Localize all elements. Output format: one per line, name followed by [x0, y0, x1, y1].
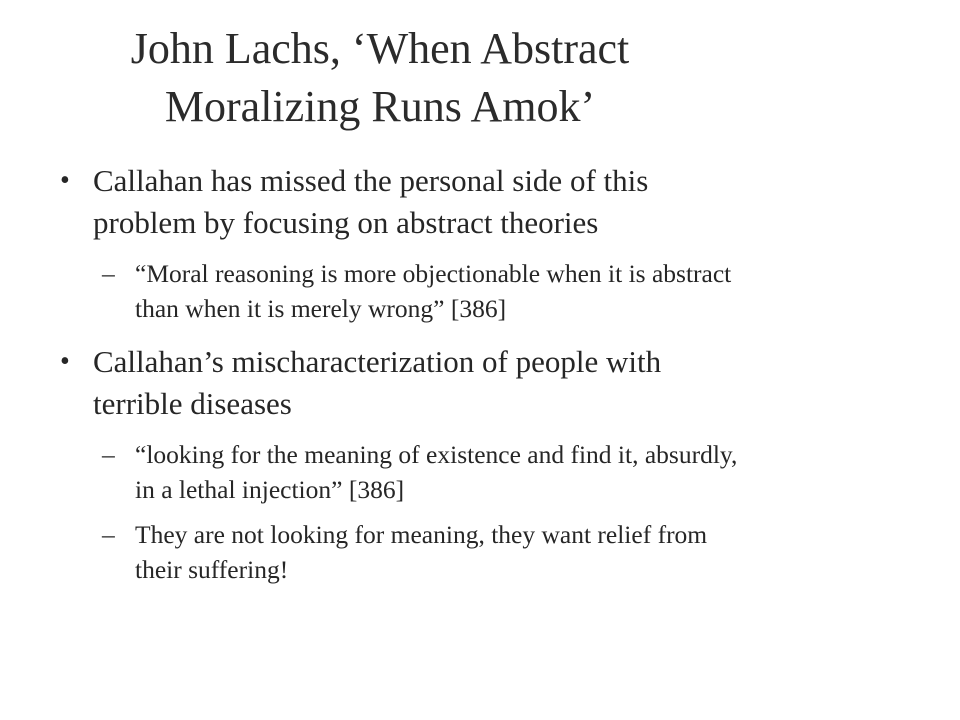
- sub-bullet-text: “looking for the meaning of existence and find it, absurdly, in a lethal injection” [386]: [135, 440, 738, 504]
- sub-bullet-item: [60, 517, 740, 587]
- sub-bullet-marker: –: [102, 259, 115, 288]
- bullet-text: Callahan’s mischaracterization of people with terrible diseases: [93, 344, 662, 421]
- bullet-item: [60, 341, 740, 425]
- sub-bullet-item: [60, 437, 740, 507]
- slide-title: [40, 20, 720, 136]
- bullet-item: [60, 160, 740, 244]
- sub-bullet-marker: –: [102, 520, 115, 549]
- title-line-2: Moralizing Runs Amok’: [164, 82, 596, 131]
- bullet-text: Callahan has missed the personal side of this problem by focusing on abstract theories: [93, 163, 649, 240]
- sub-bullet-text: They are not looking for meaning, they want relief from their suffering!: [135, 520, 708, 584]
- title-line-1: John Lachs, ‘When Abstract: [130, 24, 630, 73]
- bullet-marker: •: [60, 346, 70, 377]
- bullet-marker: •: [60, 165, 70, 196]
- slide-body: [60, 160, 740, 587]
- sub-bullet-item: [60, 256, 740, 326]
- sub-bullet-text: “Moral reasoning is more objectionable when it is abstract than when it is merely wrong” [386]: [135, 259, 732, 323]
- sub-bullet-marker: –: [102, 440, 115, 469]
